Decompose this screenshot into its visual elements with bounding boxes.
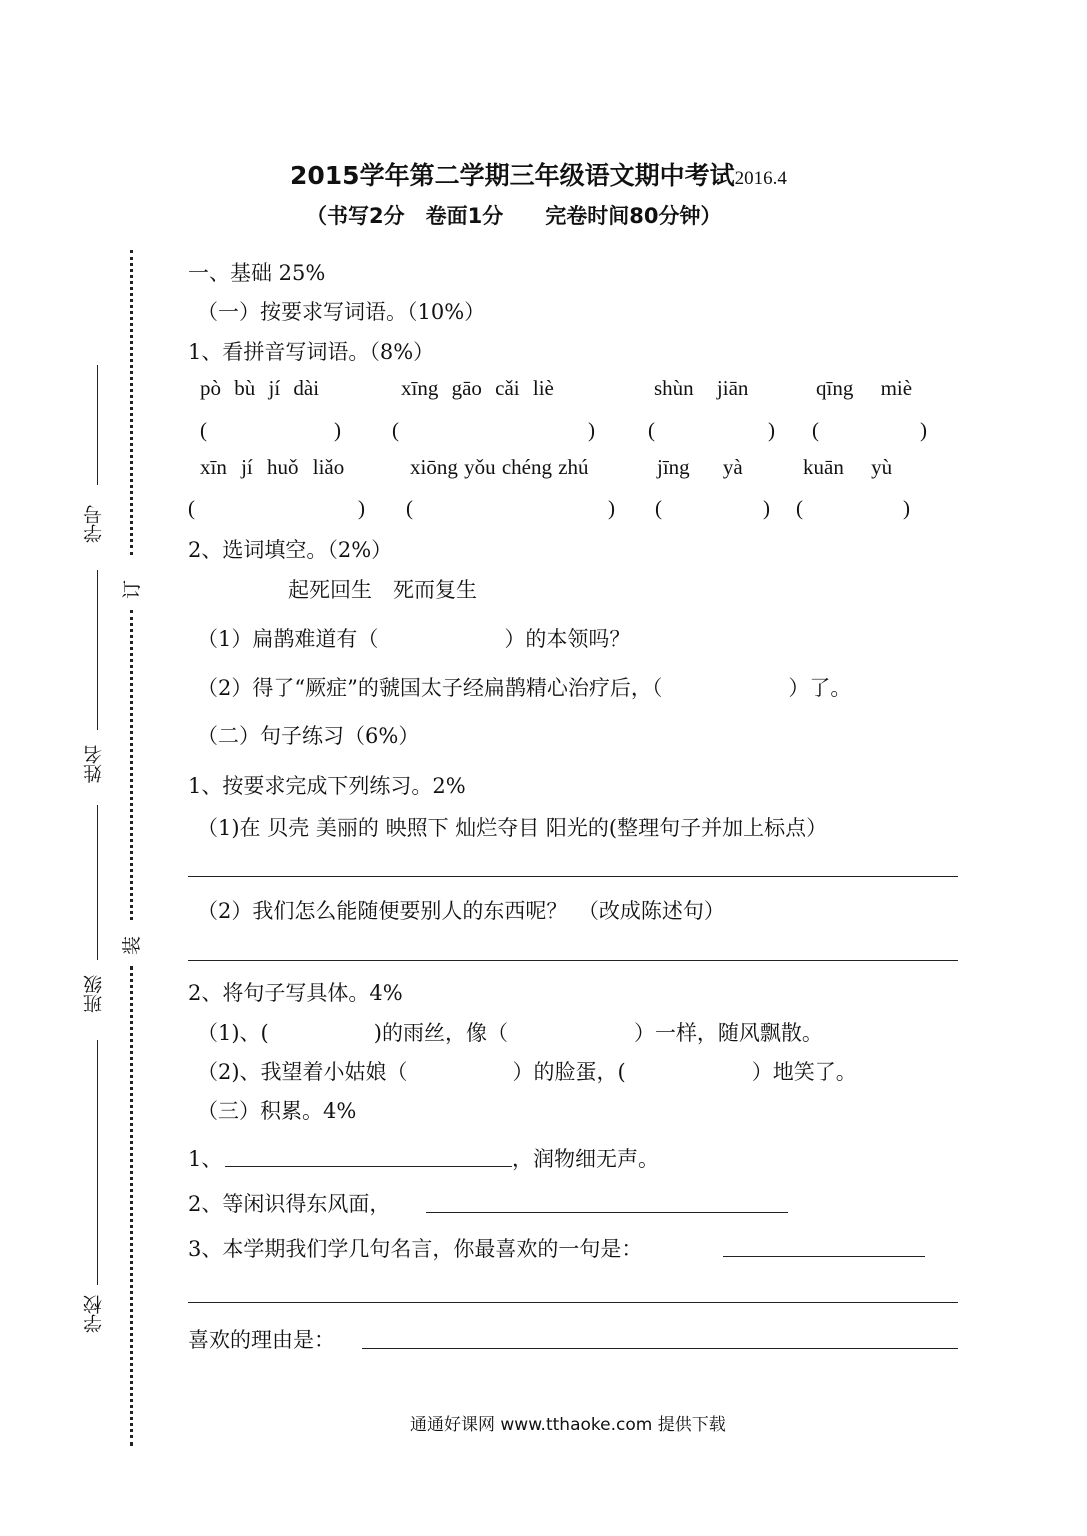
title-text: 2015学年第二学期三年级语文期中考试 [290, 161, 735, 190]
pinyin-word: xīn jí huǒ liǎo [200, 455, 345, 479]
answer-close-paren: ) [334, 418, 341, 442]
dotted-line-top [130, 250, 133, 555]
word-choice-sentence: （1）扁鹊难道有（ ）的本领吗？ [197, 627, 631, 651]
answer-line[interactable] [188, 960, 958, 961]
answer-close-paren: ) [920, 418, 927, 442]
poem-answer-line[interactable] [225, 1166, 512, 1167]
quote-answer-line[interactable] [723, 1256, 925, 1257]
answer-open-paren: ( [392, 418, 399, 442]
answer-open-paren: ( [655, 496, 662, 520]
expand-sentence: （2)、我望着小姑娘（ ）的脸蛋，( ）地笑了。 [197, 1060, 857, 1084]
answer-close-paren: ) [358, 496, 365, 520]
part2-heading: （二）句子练习（6%） [197, 724, 420, 748]
dotted-line-bottom [130, 966, 133, 1446]
student-id-label: 学号 [83, 505, 105, 543]
pinyin-question-heading: 1、看拼音写词语。（8%） [188, 340, 435, 364]
school-label: 学校 [83, 1295, 105, 1333]
poem-line: 2、等闲识得东风面， [188, 1192, 391, 1216]
word-choice-heading: 2、选词填空。（2%） [188, 538, 393, 562]
answer-open-paren: ( [648, 418, 655, 442]
school-field[interactable] [97, 1040, 98, 1285]
pinyin-word: pò bù jí dài [200, 376, 320, 400]
exam-title [290, 156, 787, 192]
answer-close-paren: ) [588, 418, 595, 442]
sentence-task: （1)在 贝壳 美丽的 映照下 灿烂夺目 阳光的(整理句子并加上标点） [197, 816, 828, 840]
part3-heading: （三）积累。4% [197, 1099, 357, 1123]
poem-suffix: ，润物细无声。 [512, 1147, 659, 1171]
quote-question: 3、本学期我们学几句名言，你最喜欢的一句是： [188, 1237, 643, 1261]
binding-mark-ding: 订 [121, 579, 144, 600]
class-field[interactable] [97, 805, 98, 960]
name-field[interactable] [97, 570, 98, 730]
answer-close-paren: ) [608, 496, 615, 520]
class-label: 班级 [83, 975, 105, 1013]
answer-close-paren: ) [903, 496, 910, 520]
answer-open-paren: ( [188, 496, 195, 520]
poem-answer-line[interactable] [426, 1212, 788, 1213]
binding-mark-zhuang: 装 [121, 935, 144, 956]
pinyin-word: kuān yù [803, 455, 893, 479]
exam-date: 2016.4 [734, 168, 787, 189]
section-heading: 一、基础 25% [188, 261, 326, 285]
answer-line[interactable] [188, 1302, 958, 1303]
word-choice-sentence: （2）得了“厥症”的虢国太子经扁鹊精心治疗后，（ ）了。 [197, 676, 852, 700]
word-choices: 起死回生 死而复生 [288, 578, 477, 602]
student-id-field[interactable] [97, 365, 98, 485]
answer-close-paren: ) [763, 496, 770, 520]
name-label: 姓名 [83, 745, 105, 783]
answer-close-paren: ) [768, 418, 775, 442]
exam-subtitle: （书写2分 卷面1分 完卷时间80分钟） [306, 204, 722, 228]
pinyin-word: jīng yà [657, 455, 743, 479]
poem-prefix: 1、 [188, 1147, 223, 1171]
reason-answer-line[interactable] [362, 1348, 958, 1349]
reason-prompt: 喜欢的理由是： [188, 1328, 335, 1352]
answer-open-paren: ( [812, 418, 819, 442]
dotted-line-middle [130, 610, 133, 920]
pinyin-word: xiōng yǒu chéng zhú [410, 455, 589, 479]
pinyin-word: shùn jiān [654, 376, 749, 400]
answer-open-paren: ( [796, 496, 803, 520]
expand-sentence-heading: 2、将句子写具体。4% [188, 981, 403, 1005]
pinyin-word: xīng gāo cǎi liè [401, 376, 554, 400]
answer-line[interactable] [188, 876, 958, 877]
expand-sentence: （1)、( )的雨丝，像（ ）一样，随风飘散。 [197, 1021, 823, 1045]
pinyin-word: qīng miè [816, 376, 913, 400]
part1-heading: （一）按要求写词语。（10%） [197, 300, 486, 324]
sentence-practice-heading: 1、按要求完成下列练习。2% [188, 774, 466, 798]
footer-credit: 通通好课网 www.tthaoke.com 提供下载 [410, 1415, 726, 1435]
answer-open-paren: ( [200, 418, 207, 442]
sentence-task: （2）我们怎么能随便要别人的东西呢？ （改成陈述句） [197, 899, 725, 923]
answer-open-paren: ( [406, 496, 413, 520]
